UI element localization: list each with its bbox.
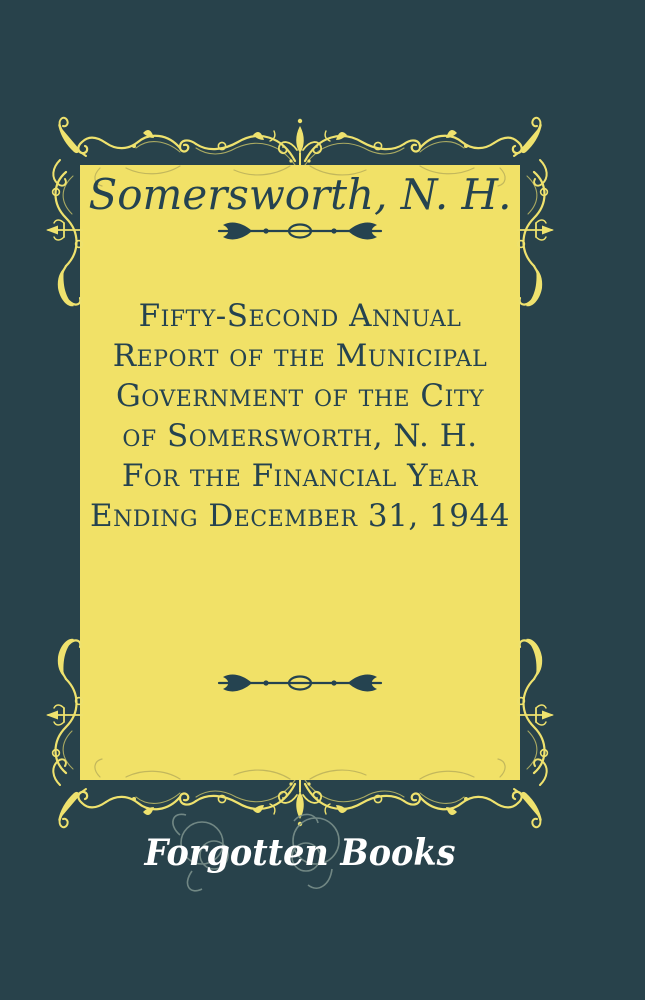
cover-header-title: Somersworth, N. H.: [88, 170, 512, 219]
arrow-divider-icon: [216, 670, 384, 696]
arrow-divider-icon: [216, 218, 384, 244]
title-line: For the Financial Year: [121, 458, 479, 494]
cover-main-title: [80, 296, 520, 536]
cover-content: [80, 165, 520, 780]
title-line: Fifty-Second Annual: [138, 298, 462, 334]
publisher-logo: [80, 805, 520, 900]
title-line: of Somersworth, N. H.: [122, 418, 478, 454]
publisher-logo-text: Forgotten Books: [144, 831, 456, 874]
title-line: Report of the Municipal: [112, 338, 488, 374]
title-line: Ending December 31, 1944: [90, 498, 510, 534]
title-line: Government of the City: [115, 378, 485, 414]
